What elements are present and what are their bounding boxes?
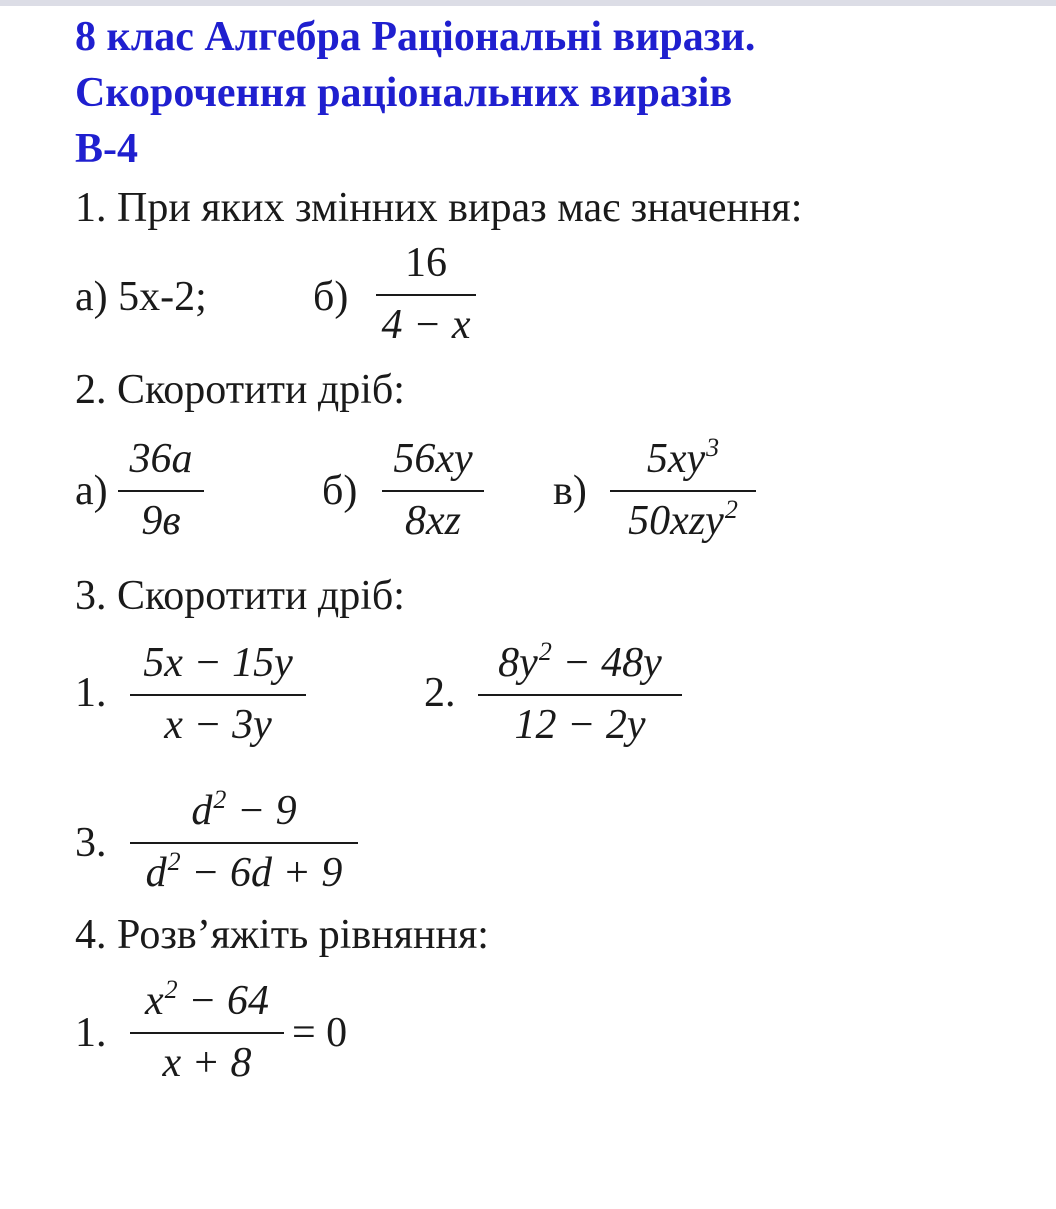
fraction-bar bbox=[610, 490, 756, 492]
fraction-numerator bbox=[187, 785, 300, 834]
numerator-base: 5xy bbox=[646, 436, 706, 482]
fraction-bar bbox=[130, 1032, 284, 1034]
task3-item2-label: 2. bbox=[424, 670, 456, 716]
fraction-bar bbox=[478, 694, 682, 696]
variant-label: В-4 bbox=[75, 126, 138, 172]
numerator-rest: − 64 bbox=[177, 978, 269, 1024]
fraction-numerator bbox=[494, 637, 666, 686]
fraction-denominator: x + 8 bbox=[162, 1040, 252, 1086]
fraction-bar bbox=[376, 294, 476, 296]
task3-item1-label: 1. bbox=[75, 670, 107, 716]
page-title-line2: Скорочення раціональних виразів bbox=[75, 70, 733, 116]
task2-a-fraction bbox=[118, 438, 204, 542]
numerator-rest: − 9 bbox=[226, 788, 297, 834]
fraction-bar bbox=[382, 490, 484, 492]
task3-item1-fraction bbox=[130, 642, 306, 746]
fraction-numerator: 56xy bbox=[393, 436, 473, 482]
denominator-rest: − 6d + 9 bbox=[180, 850, 343, 896]
fraction-denominator: 9в bbox=[141, 498, 181, 544]
fraction-numerator: 16 bbox=[405, 240, 447, 286]
task2-title: 2. Скоротити дріб: bbox=[75, 367, 405, 413]
denominator-base: 50xzy bbox=[628, 498, 724, 544]
fraction-bar bbox=[130, 694, 306, 696]
task1-b-fraction bbox=[376, 242, 476, 346]
task4-item1-label: 1. bbox=[75, 1010, 107, 1056]
denominator-exponent: 2 bbox=[724, 495, 738, 524]
fraction-numerator bbox=[643, 433, 723, 482]
fraction-denominator: 4 − x bbox=[381, 302, 471, 348]
fraction-denominator bbox=[624, 495, 742, 544]
fraction-bar bbox=[118, 490, 204, 492]
fraction-numerator bbox=[141, 975, 273, 1024]
numerator-base: d bbox=[191, 788, 213, 834]
numerator-rest: − 48y bbox=[551, 640, 662, 686]
numerator-exponent: 2 bbox=[538, 637, 552, 666]
task3-item3-label: 3. bbox=[75, 820, 107, 866]
fraction-numerator: 36a bbox=[129, 436, 193, 482]
task1-b-label: б) bbox=[313, 274, 349, 320]
task3-title: 3. Скоротити дріб: bbox=[75, 573, 405, 619]
top-border bbox=[0, 0, 1056, 6]
numerator-exponent: 2 bbox=[164, 975, 178, 1004]
task2-c-fraction bbox=[610, 433, 756, 544]
task2-b-label: б) bbox=[322, 468, 358, 514]
denominator-base: d bbox=[145, 850, 167, 896]
task2-b-fraction bbox=[382, 438, 484, 542]
fraction-denominator: 12 − 2y bbox=[514, 702, 646, 748]
fraction-denominator bbox=[142, 847, 347, 896]
numerator-base: x bbox=[145, 978, 164, 1024]
fraction-numerator: 5x − 15y bbox=[143, 640, 293, 686]
fraction-denominator: 8xz bbox=[405, 498, 461, 544]
page-title-line1: 8 клас Алгебра Раціональні вирази. bbox=[75, 14, 756, 60]
task2-a-label: а) bbox=[75, 468, 108, 514]
task2-c-label: в) bbox=[553, 468, 587, 514]
denominator-exponent: 2 bbox=[167, 847, 181, 876]
numerator-exponent: 3 bbox=[706, 433, 720, 462]
fraction-bar bbox=[130, 842, 358, 844]
task4-item1-rhs: = 0 bbox=[292, 1010, 348, 1056]
task3-item3-fraction bbox=[130, 785, 358, 896]
task3-item2-fraction bbox=[478, 637, 682, 748]
numerator-base: 8y bbox=[498, 640, 538, 686]
task4-title: 4. Розв’яжіть рівняння: bbox=[75, 912, 489, 958]
task4-item1-fraction bbox=[130, 975, 284, 1086]
fraction-denominator: x − 3y bbox=[164, 702, 272, 748]
task1-a-expression: а) 5х-2; bbox=[75, 274, 207, 320]
task1-title: 1. При яких змінних вираз має значення: bbox=[75, 185, 803, 231]
numerator-exponent: 2 bbox=[213, 785, 227, 814]
